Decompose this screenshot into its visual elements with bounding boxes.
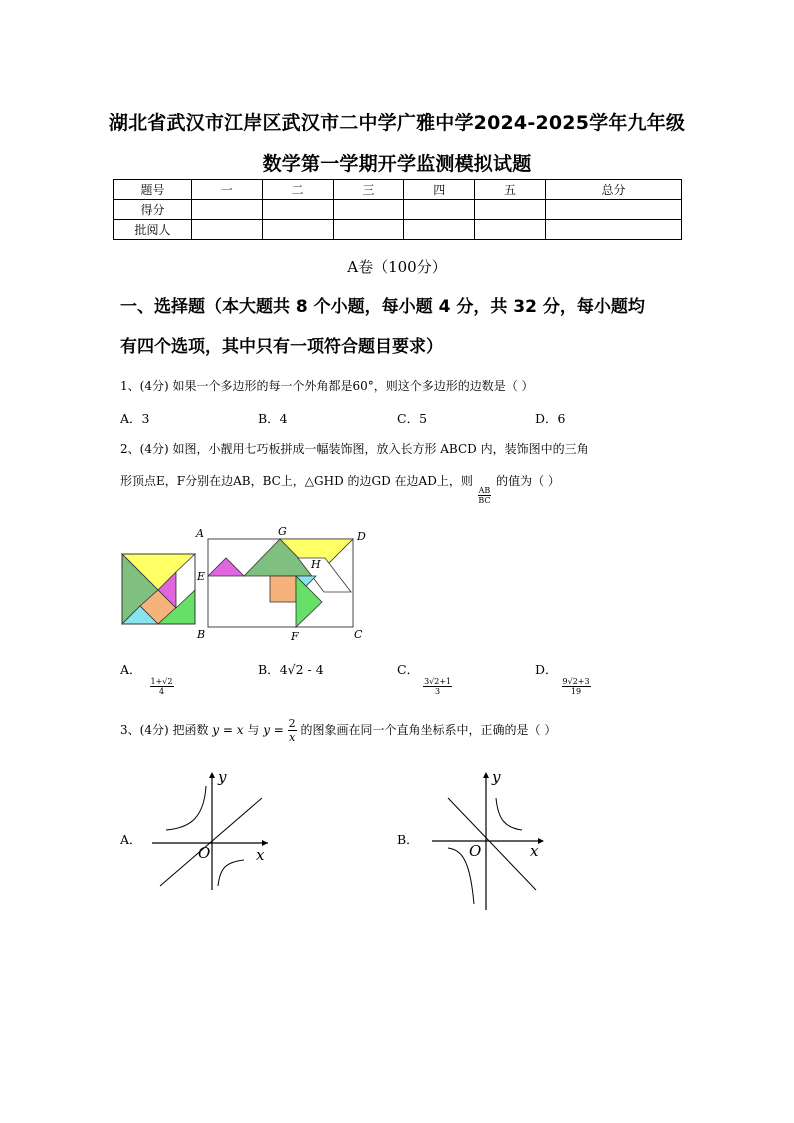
option-a-denominator: 4 bbox=[158, 687, 165, 696]
question-2-option-a[interactable] bbox=[120, 660, 173, 696]
origin-label: O bbox=[198, 844, 211, 862]
option-b-label: B． bbox=[258, 662, 280, 677]
line-y-equals-x bbox=[160, 798, 262, 886]
score-cell[interactable] bbox=[333, 200, 404, 220]
question-2-text-b: 的值为（ ） bbox=[496, 474, 560, 488]
x-axis-label: x bbox=[256, 846, 265, 864]
question-3-option-a-label[interactable]: A． bbox=[120, 832, 142, 847]
score-header-cell: 三 bbox=[333, 180, 404, 200]
score-row-label: 批阅人 bbox=[114, 220, 192, 240]
label-f: F bbox=[291, 630, 299, 643]
score-cell[interactable] bbox=[545, 200, 681, 220]
title-line-2: 数学第一学期开学监测模拟试题 bbox=[262, 153, 532, 175]
question-1-option-c[interactable]: C．5 bbox=[397, 411, 428, 426]
hyperbola-branch-q4 bbox=[218, 860, 244, 886]
score-cell[interactable] bbox=[404, 220, 475, 240]
score-cell[interactable] bbox=[192, 200, 263, 220]
label-h: H bbox=[311, 558, 321, 571]
question-3-text bbox=[120, 717, 556, 744]
y-axis-arrow bbox=[483, 772, 489, 778]
option-c-denominator: 3 bbox=[435, 687, 441, 696]
score-cell[interactable] bbox=[545, 220, 681, 240]
option-a-label: A． bbox=[120, 662, 142, 677]
option-b-expression: 4√2 - 4 bbox=[279, 662, 324, 677]
ratio-ab-bc bbox=[478, 486, 492, 505]
question-3-text-c: 的图象画在同一个直角坐标系中，正确的是（ ） bbox=[300, 723, 557, 737]
score-table-header-row bbox=[114, 180, 682, 200]
hyperbola-branch-q1 bbox=[496, 798, 522, 830]
score-header-cell: 一 bbox=[192, 180, 263, 200]
function-y-equals-x: y = x bbox=[212, 723, 244, 737]
question-3-text-a: 3、(4分) 把函数 bbox=[120, 723, 209, 737]
hyperbola-branch-q2 bbox=[166, 786, 206, 830]
label-b: B bbox=[197, 628, 206, 641]
line-y-equals-negative-x bbox=[448, 798, 536, 890]
option-d-numerator: 9√2+3 bbox=[562, 677, 590, 686]
x-axis-arrow bbox=[538, 838, 544, 844]
question-3-option-b-label[interactable]: B． bbox=[397, 832, 419, 847]
inverse-numerator: 2 bbox=[288, 717, 296, 730]
score-cell[interactable] bbox=[475, 220, 546, 240]
score-header-cell: 总分 bbox=[545, 180, 681, 200]
tangram-square bbox=[122, 554, 195, 624]
score-table-row bbox=[114, 220, 682, 240]
x-axis-label: x bbox=[530, 842, 539, 860]
origin-label: O bbox=[469, 842, 482, 860]
score-cell[interactable] bbox=[333, 220, 404, 240]
option-d-label: D． bbox=[535, 662, 558, 677]
score-header-cell: 四 bbox=[404, 180, 475, 200]
option-c-fraction bbox=[423, 677, 452, 696]
question-2-option-d[interactable] bbox=[535, 660, 591, 696]
question-3-text-b: 与 bbox=[247, 723, 260, 737]
option-a-fraction bbox=[150, 677, 174, 696]
score-table bbox=[113, 179, 682, 240]
score-row-label: 得分 bbox=[114, 200, 192, 220]
question-1-option-d[interactable]: D．6 bbox=[535, 411, 566, 426]
function-inverse-fraction bbox=[288, 717, 297, 744]
option-d-denominator: 19 bbox=[570, 687, 582, 696]
graph-option-b[interactable] bbox=[430, 768, 555, 913]
part-1-heading-line-2: 有四个选项，其中只有一项符合题目要求） bbox=[120, 337, 443, 357]
label-g: G bbox=[278, 525, 287, 538]
score-table-row bbox=[114, 200, 682, 220]
score-cell[interactable] bbox=[262, 200, 333, 220]
part-1-heading-line-1: 一、选择题（本大题共 8 个小题，每小题 4 分，共 32 分，每小题均 bbox=[120, 297, 645, 317]
score-cell[interactable] bbox=[262, 220, 333, 240]
decor-pink-triangle bbox=[208, 558, 244, 576]
y-axis-arrow bbox=[209, 772, 215, 778]
score-cell[interactable] bbox=[475, 200, 546, 220]
score-header-cell: 五 bbox=[475, 180, 546, 200]
y-axis-label: y bbox=[492, 768, 501, 786]
tangram-figure bbox=[110, 520, 380, 650]
question-1-option-a[interactable]: A．3 bbox=[120, 411, 150, 426]
label-a: A bbox=[196, 527, 204, 540]
label-d: D bbox=[357, 530, 366, 543]
option-d-fraction bbox=[562, 677, 591, 696]
y-axis-label: y bbox=[218, 768, 227, 786]
question-1-option-b[interactable]: B．4 bbox=[258, 411, 288, 426]
question-2-option-b[interactable] bbox=[258, 660, 324, 678]
option-c-label: C． bbox=[397, 662, 420, 677]
decor-orange-square bbox=[270, 576, 296, 602]
question-2-line-2 bbox=[120, 472, 560, 505]
score-cell[interactable] bbox=[192, 220, 263, 240]
score-header-cell: 二 bbox=[262, 180, 333, 200]
label-c: C bbox=[354, 628, 363, 641]
question-2-text-a: 形顶点E，F分别在边AB，BC上，△GHD 的边GD 在边AD上，则 bbox=[120, 474, 473, 488]
score-header-cell: 题号 bbox=[114, 180, 192, 200]
graph-option-a[interactable] bbox=[150, 768, 275, 893]
option-a-numerator: 1+√2 bbox=[150, 677, 173, 686]
function-inverse-lhs: y = bbox=[263, 723, 284, 737]
label-e: E bbox=[197, 570, 206, 583]
question-2-option-c[interactable] bbox=[397, 660, 452, 696]
option-c-numerator: 3√2+1 bbox=[424, 677, 452, 686]
question-2-line-1: 2、(4分) 如图，小靓用七巧板拼成一幅装饰图，放入长方形 ABCD 内，装饰图中的三角 bbox=[120, 442, 589, 456]
ratio-numerator: AB bbox=[478, 486, 491, 495]
score-cell[interactable] bbox=[404, 200, 475, 220]
title-line-1: 湖北省武汉市江岸区武汉市二中学广雅中学2024-2025学年九年级 bbox=[108, 112, 686, 134]
section-a-heading: A卷（100分） bbox=[347, 258, 447, 276]
question-1-text: 1、(4分) 如果一个多边形的每一个外角都是60°，则这个多边形的边数是（ ） bbox=[120, 379, 534, 393]
ratio-denominator: BC bbox=[478, 496, 491, 505]
inverse-denominator: x bbox=[289, 731, 296, 744]
